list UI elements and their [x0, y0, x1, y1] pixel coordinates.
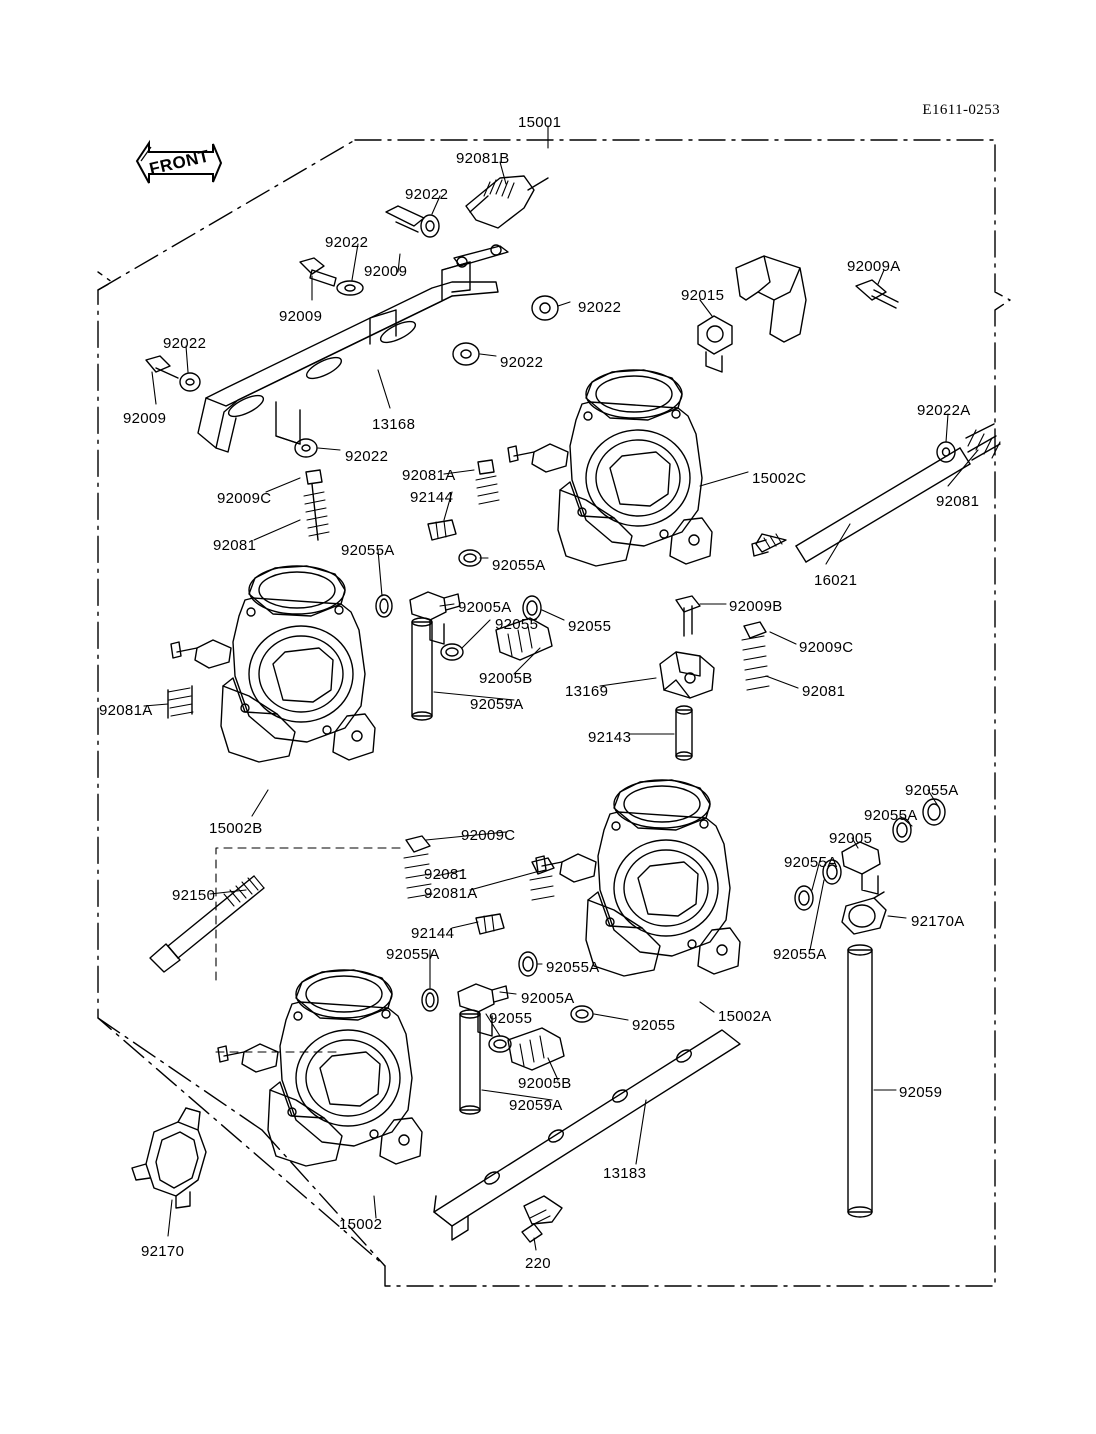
part-label: 92009 [123, 410, 167, 427]
part-label: 13183 [603, 1165, 647, 1182]
part-label: 92009B [729, 598, 783, 615]
part-label: 92055A [341, 542, 395, 559]
part-label: 92022 [578, 299, 622, 316]
part-label: 92081A [424, 885, 478, 902]
part-label: 92022A [917, 402, 971, 419]
part-label: 92059 [899, 1084, 943, 1101]
part-label: 92005 [829, 830, 873, 847]
part-label: 92009 [279, 308, 323, 325]
part-label: 92055A [773, 946, 827, 963]
part-label: 92081 [424, 866, 468, 883]
part-label: 92005B [518, 1075, 572, 1092]
part-label: 16021 [814, 572, 858, 589]
part-label: 92055 [632, 1017, 676, 1034]
drawing-number: E1611-0253 [922, 102, 1000, 118]
part-label: 92143 [588, 729, 632, 746]
part-label: 92059A [470, 696, 524, 713]
part-label: 92170 [141, 1243, 185, 1260]
part-label: 92022 [500, 354, 544, 371]
part-label: 92144 [410, 489, 454, 506]
part-label: 92055A [546, 959, 600, 976]
part-label: 92055A [386, 946, 440, 963]
part-label: 15002A [718, 1008, 772, 1025]
part-label: 92081 [936, 493, 980, 510]
part-label: 92009C [799, 639, 854, 656]
part-label: 92022 [405, 186, 449, 203]
part-label: 92081A [402, 467, 456, 484]
part-label: 92055A [864, 807, 918, 824]
part-label: 92055 [495, 616, 539, 633]
part-label: 92055A [784, 854, 838, 871]
part-label: 92005B [479, 670, 533, 687]
part-label: 92022 [345, 448, 389, 465]
part-label: 15001 [518, 114, 562, 131]
part-label: 92015 [681, 287, 725, 304]
part-label: 15002B [209, 820, 263, 837]
part-label: 92150 [172, 887, 216, 904]
part-label: 13168 [372, 416, 416, 433]
part-label: 15002C [752, 470, 807, 487]
part-label: 92009C [217, 490, 272, 507]
part-label: 92081 [802, 683, 846, 700]
part-label: 92022 [163, 335, 207, 352]
part-label: 92009A [847, 258, 901, 275]
part-label: 92144 [411, 925, 455, 942]
part-label: 92022 [325, 234, 369, 251]
part-label: 92005A [458, 599, 512, 616]
part-label: 13169 [565, 683, 609, 700]
part-label: 92055 [489, 1010, 533, 1027]
part-label: 92055A [492, 557, 546, 574]
part-label: 92081B [456, 150, 510, 167]
front-label: FRONT [147, 146, 212, 179]
part-label: 92055A [905, 782, 959, 799]
part-label: 92059A [509, 1097, 563, 1114]
part-label: 92081 [213, 537, 257, 554]
part-label: 92009C [461, 827, 516, 844]
part-label: 92081A [99, 702, 153, 719]
part-label: 92005A [521, 990, 575, 1007]
part-label: 92055 [568, 618, 612, 635]
part-label: 92009 [364, 263, 408, 280]
part-label: 220 [525, 1255, 551, 1272]
part-label: 15002 [339, 1216, 383, 1233]
part-label: 92170A [911, 913, 965, 930]
